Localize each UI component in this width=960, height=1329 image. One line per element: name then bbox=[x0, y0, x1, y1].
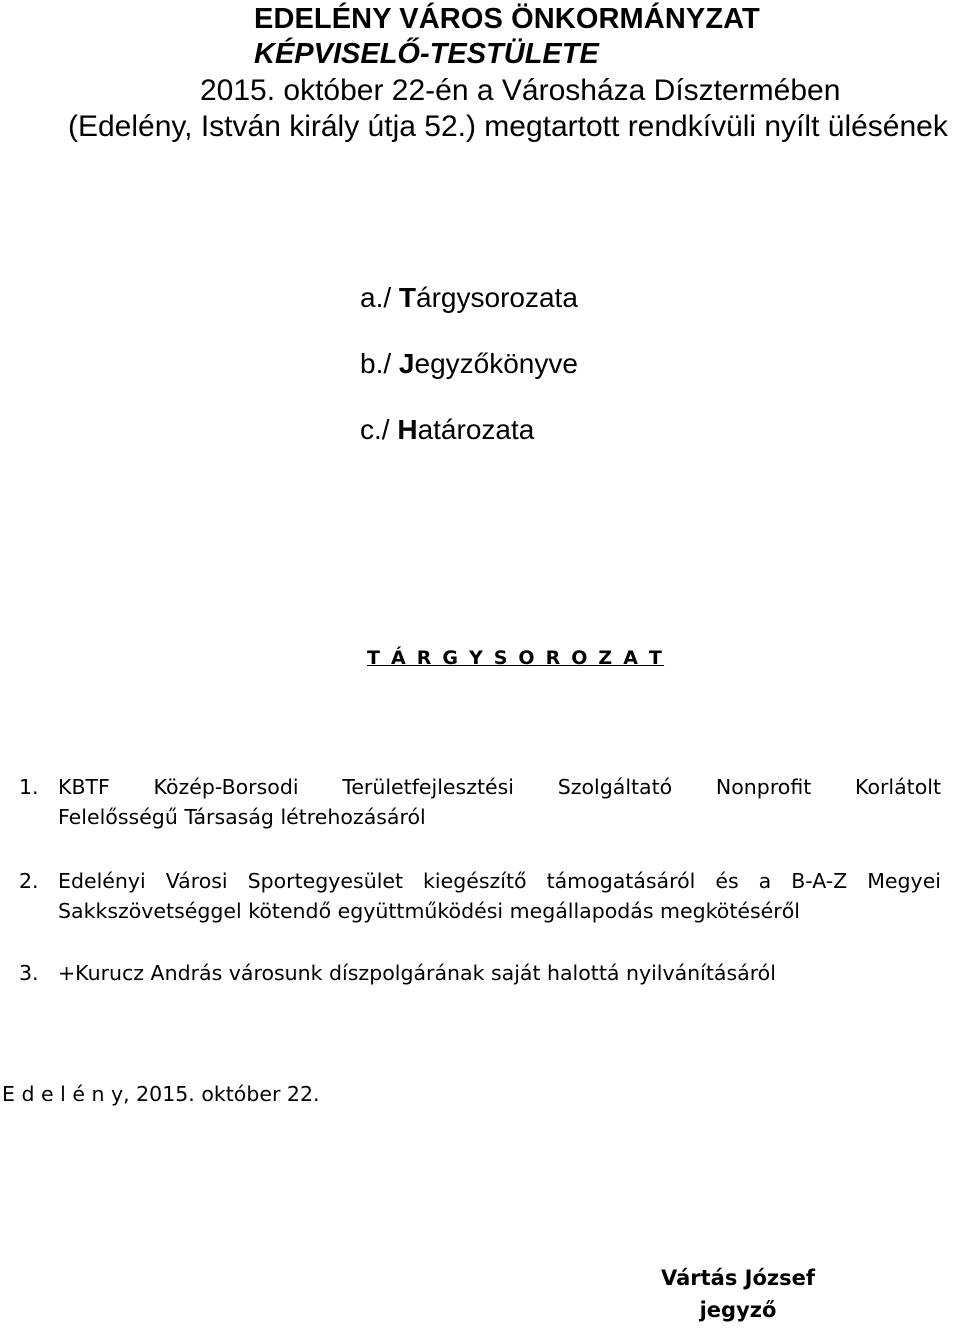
agenda-item-text bbox=[58, 772, 941, 832]
contents-initial: J bbox=[398, 348, 415, 379]
agenda-item-text-line: +Kurucz András városunk díszpolgárának saját halottá nyilvánításáról bbox=[58, 961, 776, 985]
agenda-item-number: 2. bbox=[19, 869, 39, 893]
meeting-date-location: 2015. október 22-én a Városháza Dísztermében bbox=[200, 74, 841, 107]
agenda-title: T Á R G Y S O R O Z A T bbox=[367, 647, 665, 669]
agenda-item-text bbox=[58, 958, 941, 988]
agenda-item bbox=[19, 772, 941, 832]
agenda-item-text-line: Felelősségű Társaság létrehozásáról bbox=[58, 805, 426, 829]
contents-rest: atározata bbox=[417, 414, 535, 445]
agenda-item bbox=[19, 866, 941, 926]
signatory-title: jegyző bbox=[699, 1298, 777, 1322]
agenda-item bbox=[19, 958, 941, 988]
meeting-address-description: (Edelény, István király útja 52.) megtartott rendkívüli nyílt ülésének bbox=[68, 110, 948, 143]
place-and-date: E d e l é n y, 2015. október 22. bbox=[2, 1082, 320, 1106]
agenda-item-text-line: Edelényi Városi Sportegyesület kiegészítő támogatásáról és a B-A-Z Megyei bbox=[58, 869, 941, 893]
council-name: EDELÉNY VÁROS ÖNKORMÁNYZAT bbox=[254, 3, 760, 35]
contents-item-minutes bbox=[360, 348, 578, 380]
contents-item-agenda bbox=[360, 282, 578, 314]
agenda-item-number: 1. bbox=[19, 775, 39, 799]
agenda-item-number: 3. bbox=[19, 961, 39, 985]
contents-prefix: a./ bbox=[360, 282, 399, 313]
agenda-item-text-line: KBTF Közép-Borsodi Területfejlesztési Szolgáltató Nonprofit Korlátolt bbox=[58, 775, 941, 799]
contents-prefix: c./ bbox=[360, 414, 398, 445]
contents-rest: egyzőkönyve bbox=[414, 348, 578, 379]
agenda-item-text bbox=[58, 866, 941, 926]
council-body: KÉPVISELŐ-TESTÜLETE bbox=[254, 38, 599, 70]
contents-rest: árgysorozata bbox=[416, 282, 578, 313]
agenda-item-text-line: Sakkszövetséggel kötendő együttműködési megállapodás megkötéséről bbox=[58, 899, 800, 923]
contents-initial: T bbox=[398, 282, 417, 313]
signatory-name: Vártás József bbox=[661, 1266, 815, 1290]
contents-prefix: b./ bbox=[360, 348, 399, 379]
contents-initial: H bbox=[397, 414, 418, 445]
contents-item-resolution bbox=[360, 414, 534, 446]
